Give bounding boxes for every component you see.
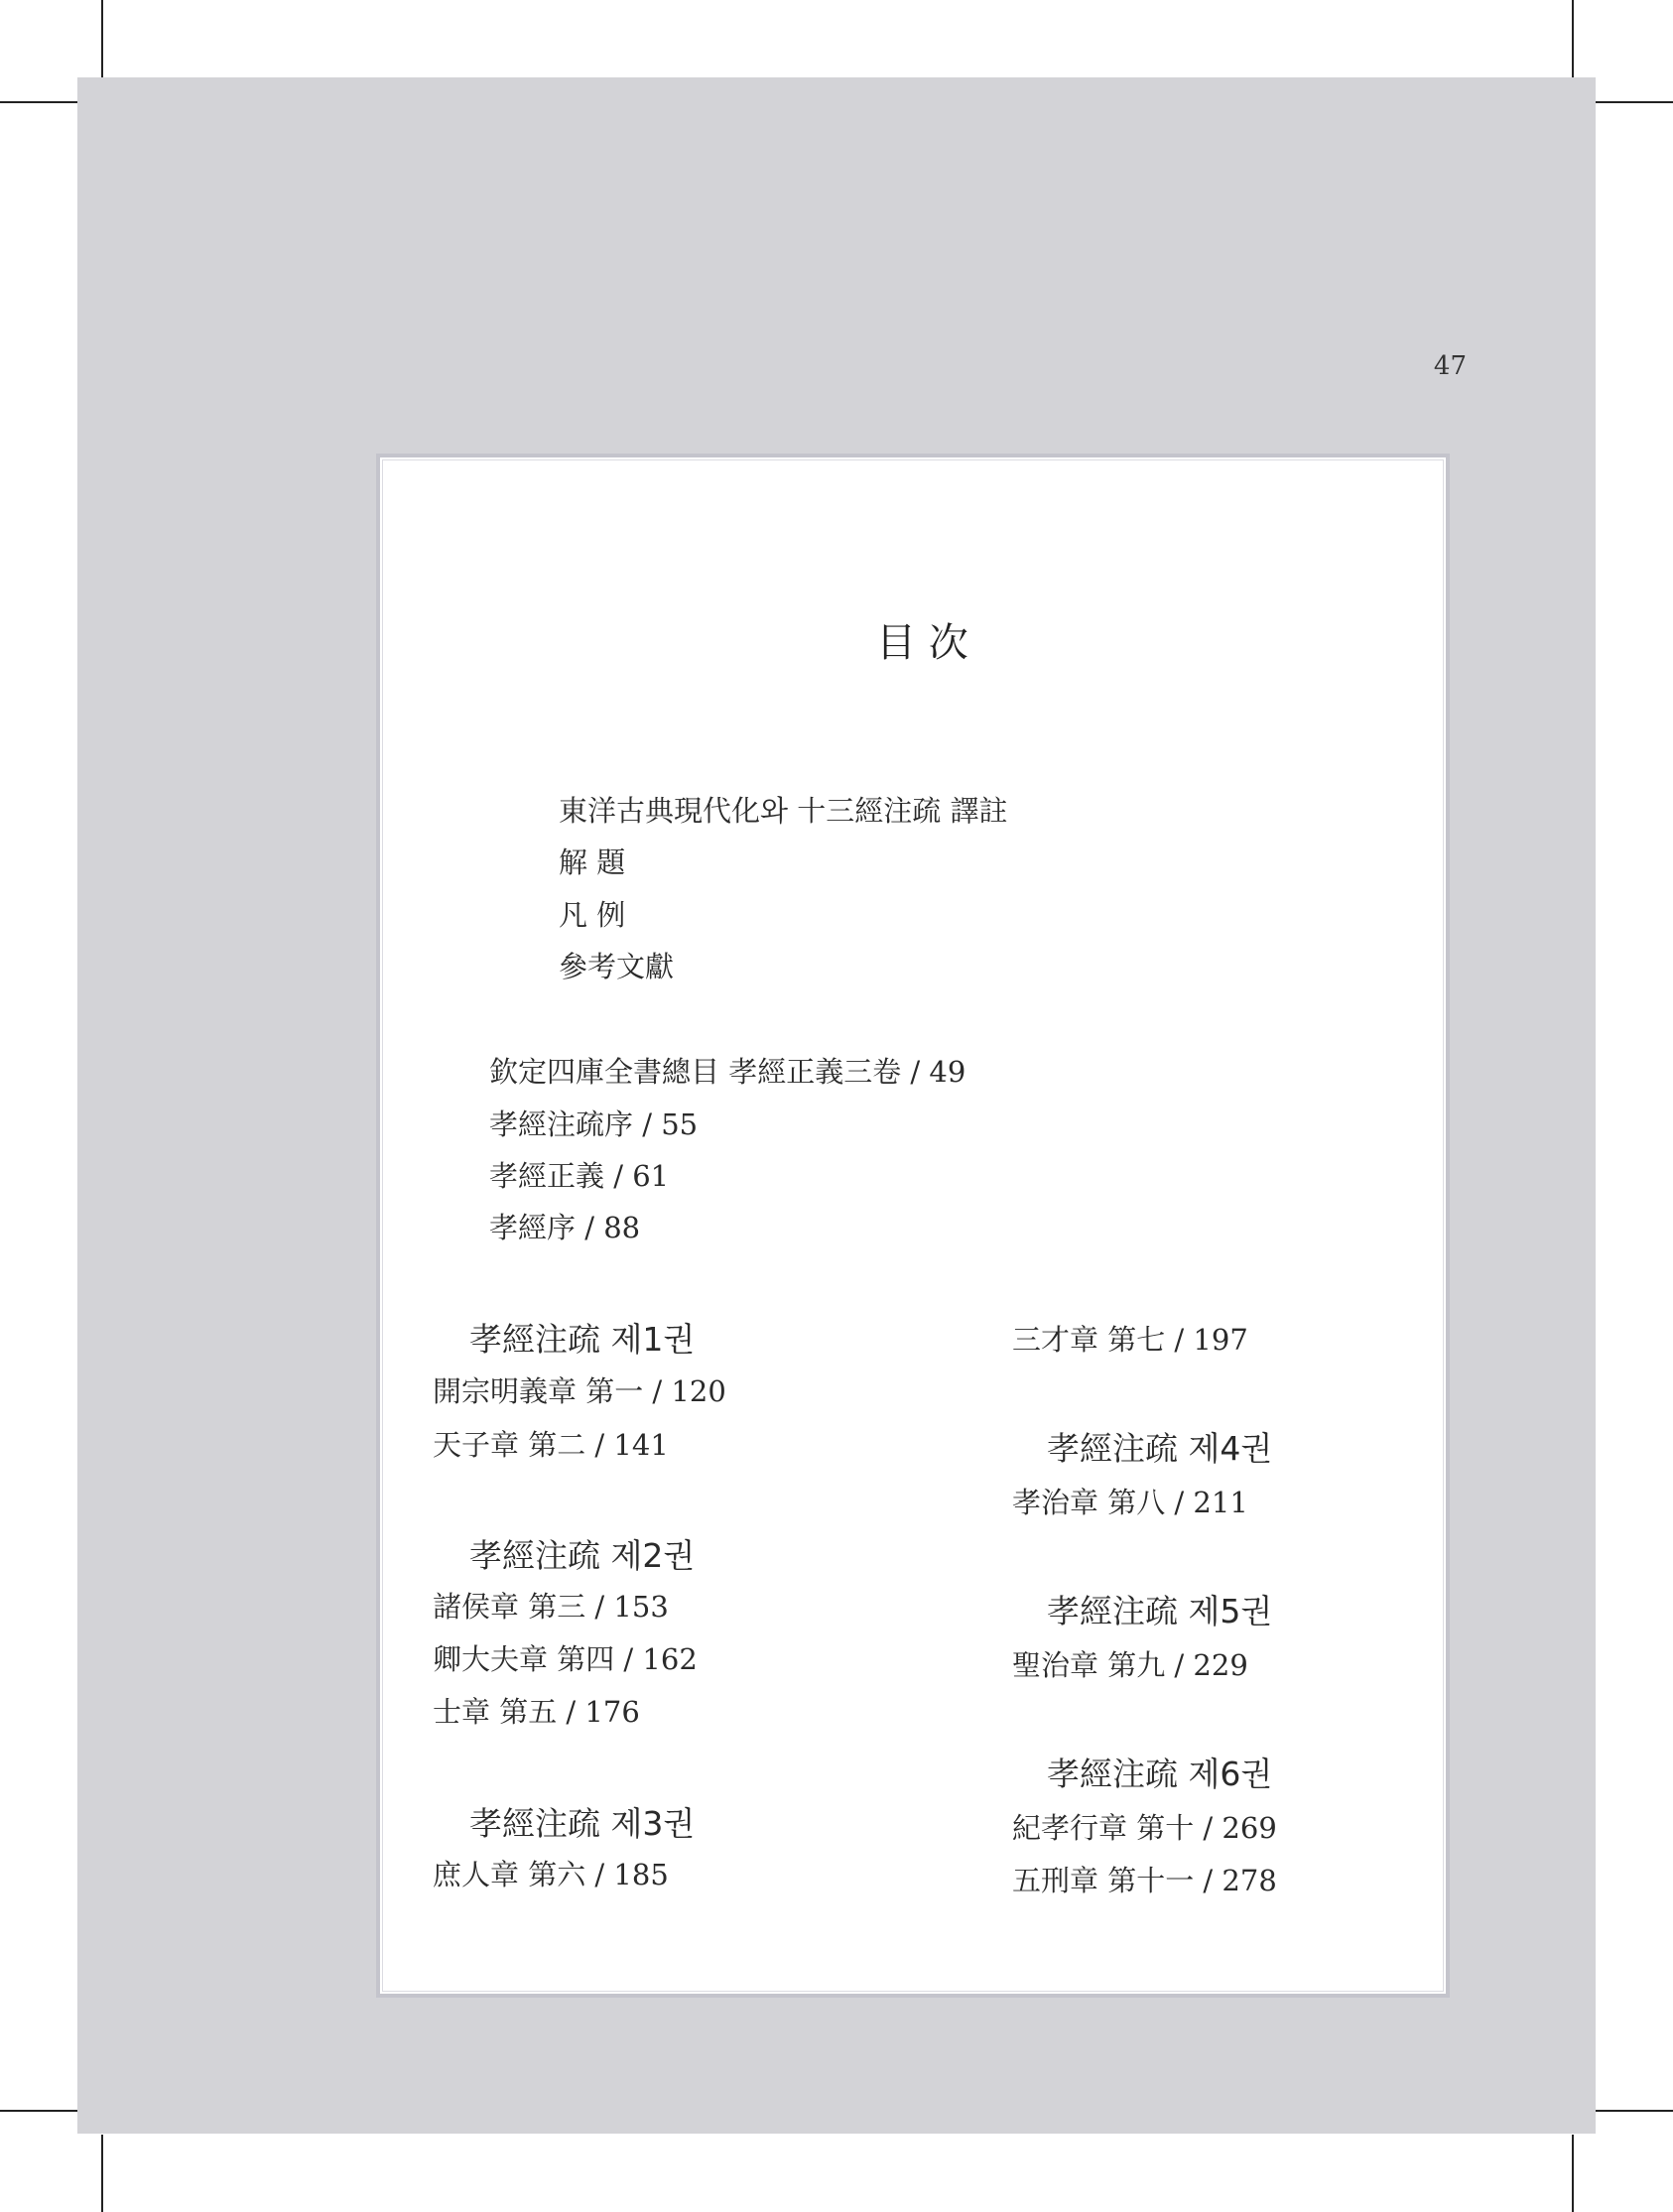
toc-volume-heading: 孝經注疏 제6권 — [1047, 1755, 1273, 1793]
toc-volume-heading: 孝經注疏 제4권 — [1047, 1429, 1273, 1468]
crop-mark — [0, 2110, 77, 2112]
toc-volume-heading: 孝經注疏 제1권 — [469, 1320, 696, 1359]
crop-mark — [1572, 2135, 1574, 2212]
toc-entry: 三才章 第七 / 197 — [1012, 1323, 1248, 1357]
toc-entry: 孝治章 第八 / 211 — [1012, 1486, 1248, 1519]
toc-entry: 卿大夫章 第四 / 162 — [433, 1642, 698, 1676]
crop-mark — [101, 0, 103, 77]
crop-mark — [1596, 101, 1673, 103]
toc-front-matter-item: 解 題 — [559, 846, 626, 879]
toc-entry: 諸侯章 第三 / 153 — [433, 1590, 669, 1624]
table-of-contents-box — [376, 454, 1450, 1998]
toc-entry: 五刑章 第十一 / 278 — [1012, 1864, 1277, 1897]
book-page — [77, 77, 1596, 2134]
toc-preface-item: 孝經注疏序 / 55 — [489, 1107, 699, 1141]
crop-mark — [1572, 0, 1574, 77]
crop-mark — [1596, 2110, 1673, 2112]
crop-mark — [0, 101, 77, 103]
toc-front-matter-item: 東洋古典現代化와 十三經注疏 譯註 — [559, 794, 1008, 828]
toc-entry: 聖治章 第九 / 229 — [1012, 1648, 1248, 1682]
toc-entry: 庶人章 第六 / 185 — [433, 1858, 669, 1891]
toc-entry: 開宗明義章 第一 / 120 — [433, 1374, 726, 1408]
toc-preface-item: 孝經序 / 88 — [489, 1211, 641, 1244]
toc-volume-heading: 孝經注疏 제2권 — [469, 1536, 696, 1575]
toc-volume-heading: 孝經注疏 제3권 — [469, 1804, 696, 1843]
toc-front-matter-item: 凡 例 — [559, 898, 626, 932]
toc-preface-item: 孝經正義 / 61 — [489, 1159, 670, 1193]
crop-mark — [101, 2135, 103, 2212]
toc-entry: 天子章 第二 / 141 — [433, 1428, 669, 1462]
toc-entry: 紀孝行章 第十 / 269 — [1012, 1811, 1277, 1845]
toc-entry: 士章 第五 / 176 — [433, 1695, 640, 1729]
page-title: 目 次 — [876, 620, 968, 666]
page-number: 47 — [1433, 351, 1467, 381]
toc-preface-item: 欽定四庫全書總目 孝經正義三卷 / 49 — [489, 1055, 966, 1089]
toc-front-matter-item: 參考文獻 — [559, 950, 675, 983]
toc-volume-heading: 孝經注疏 제5권 — [1047, 1592, 1273, 1630]
